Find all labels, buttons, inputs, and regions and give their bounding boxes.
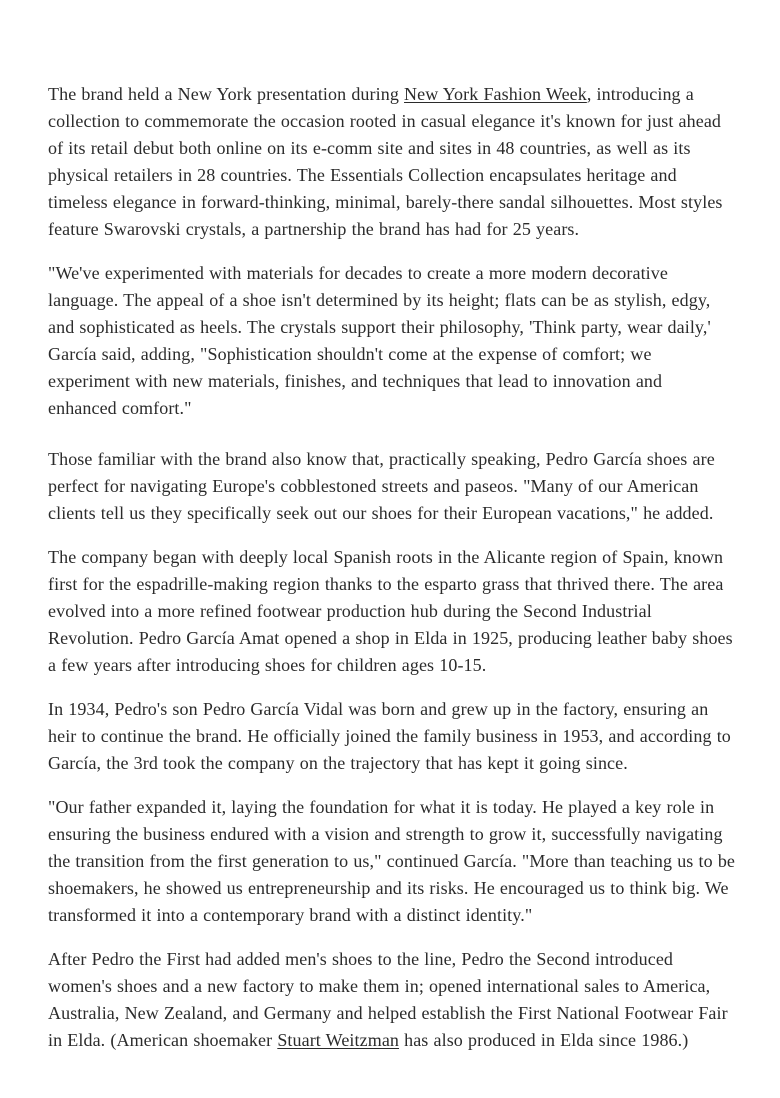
paragraph-text: "Our father expanded it, laying the foundation for what it is today. He played a key role in ensuring the business endured with a vision and strength to grow it, successfully navigating the transition from the first generation to us," continued García. "More than teaching us to be shoemakers, he showed us entrepreneurship and its risks. He encouraged us to think big. We transformed it into a contemporary brand with a distinct identity." <box>48 797 736 925</box>
paragraph-text: has also produced in Elda since 1986.) <box>399 1030 689 1050</box>
paragraph-text: "We've experimented with materials for decades to create a more modern decorative language. The appeal of a shoe isn't determined by its height; flats can be as stylish, edgy, and sophisticated as heels. The crystals support their philosophy, 'Think party, wear daily,' García said, adding, "Sophistication shouldn't come at the expense of comfort; we experiment with new materials, finishes, and techniques that lead to innovation and enhanced comfort." <box>48 263 711 418</box>
paragraph <box>48 81 735 243</box>
paragraph <box>48 544 735 679</box>
paragraph <box>48 794 735 929</box>
paragraph <box>48 446 735 527</box>
paragraph-text: Those familiar with the brand also know that, practically speaking, Pedro García shoes are perfect for navigating Europe's cobblestoned streets and paseos. "Many of our American clients tell us they specifically seek out our shoes for their European vacations," he added. <box>48 449 715 523</box>
inline-link[interactable]: Stuart Weitzman <box>277 1030 400 1050</box>
paragraph-text: After Pedro the First had added men's shoes to the line, Pedro the Second introduced women's shoes and a new factory to make them in; opened international sales to America, Australia, New Zealand, and Germany and helped establish the First National Footwear Fair in Elda. (American shoemaker <box>48 949 728 1050</box>
paragraph-text: In 1934, Pedro's son Pedro García Vidal was born and grew up in the factory, ensuring an heir to continue the brand. He officially joined the family business in 1953, and according to García, the 3rd took the company on the trajectory that has kept it going since. <box>48 699 731 773</box>
paragraph-text: The company began with deeply local Spanish roots in the Alicante region of Spain, known first for the espadrille-making region thanks to the esparto grass that thrived there. The area evolved into a more refined footwear production hub during the Second Industrial Revolution. Pedro García Amat opened a shop in Elda in 1925, producing leather baby shoes a few years after introducing shoes for children ages 10-15. <box>48 547 733 675</box>
paragraph <box>48 696 735 777</box>
paragraph-text: The brand held a New York presentation during <box>48 84 405 104</box>
paragraph <box>48 260 735 422</box>
inline-link[interactable]: New York Fashion Week <box>404 84 587 104</box>
paragraph-text: , introducing a collection to commemorate the occasion rooted in casual elegance it's known for just ahead of its retail debut both online on its e-comm site and sites in 48 countries, as well as its physical retailers in 28 countries. The Essentials Collection encapsulates heritage and timeless elegance in forward-thinking, minimal, barely-there sandal silhouettes. Most styles feature Swarovski crystals, a partnership the brand has had for 25 years. <box>48 84 723 239</box>
paragraph <box>48 946 735 1054</box>
